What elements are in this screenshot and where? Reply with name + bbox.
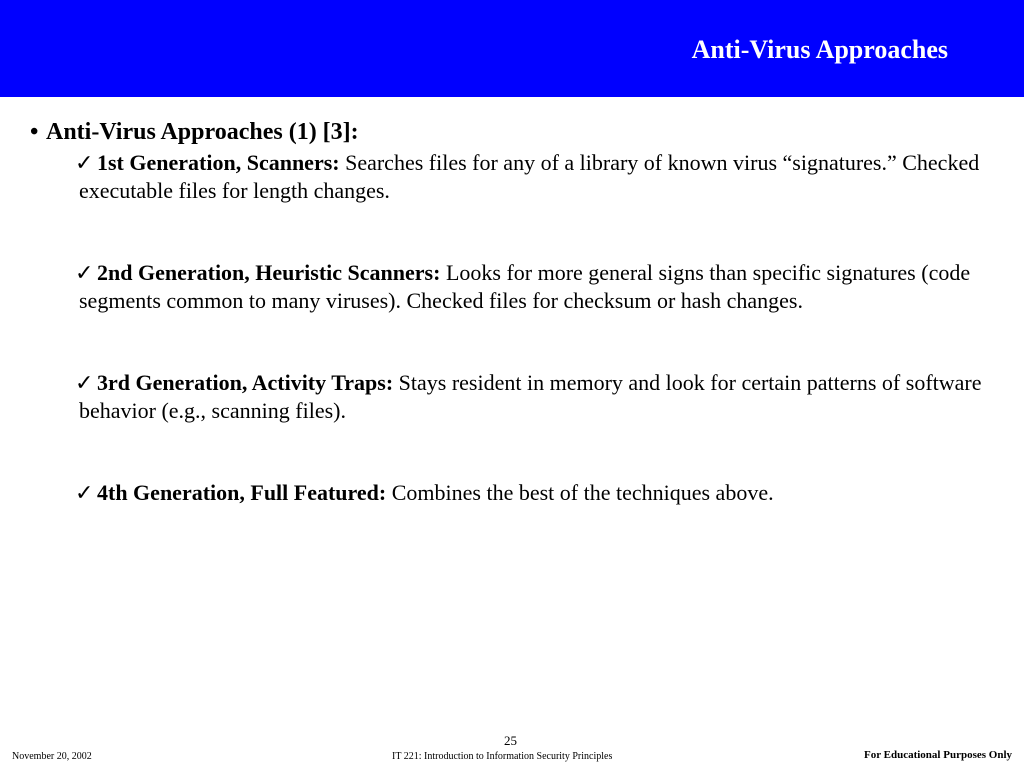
main-bullet-text: Anti-Virus Approaches (1) [3]: <box>46 119 359 145</box>
main-bullet <box>30 115 1010 149</box>
footer-date: November 20, 2002 <box>12 751 92 762</box>
generation-title: 3rd Generation, Activity Traps: <box>97 370 394 395</box>
generation-item-3 <box>75 369 999 425</box>
generation-item-text <box>79 149 999 205</box>
generation-item-text <box>79 259 999 315</box>
footer-course-title: IT 221: Introduction to Information Security Principles <box>392 751 613 762</box>
generation-description: Stays resident in memory and look for certain patterns of software behavior (e.g., scanning files). <box>79 370 982 423</box>
generation-item-4 <box>75 479 999 507</box>
footer-notice: For Educational Purposes Only <box>863 749 1012 761</box>
generation-description: Combines the best of the techniques above. <box>386 480 774 505</box>
generation-description: Searches files for any of a library of known virus “signatures.” Checked executable files for length changes. <box>79 150 980 203</box>
slide-content <box>30 115 1010 507</box>
generation-title: 2nd Generation, Heuristic Scanners: <box>97 260 441 285</box>
title-bar <box>0 0 1024 97</box>
generation-item-2 <box>75 259 999 315</box>
generation-item-text <box>79 479 999 507</box>
bullet-icon: • <box>30 119 39 145</box>
checkmark-icon: ✓ <box>75 370 94 395</box>
page-number: 25 <box>504 733 517 748</box>
generation-item-text <box>79 369 999 425</box>
checkmark-icon: ✓ <box>75 150 94 175</box>
slide-title: Anti-Virus Approaches <box>691 35 948 64</box>
generation-description: Looks for more general signs than specific signatures (code segments common to many viruses). Checked files for checksum or hash changes. <box>79 260 971 313</box>
checkmark-icon: ✓ <box>75 480 94 505</box>
generation-item-1 <box>75 149 999 205</box>
checkmark-icon: ✓ <box>75 260 94 285</box>
generation-title: 1st Generation, Scanners: <box>97 150 340 175</box>
generation-title: 4th Generation, Full Featured: <box>97 480 387 505</box>
